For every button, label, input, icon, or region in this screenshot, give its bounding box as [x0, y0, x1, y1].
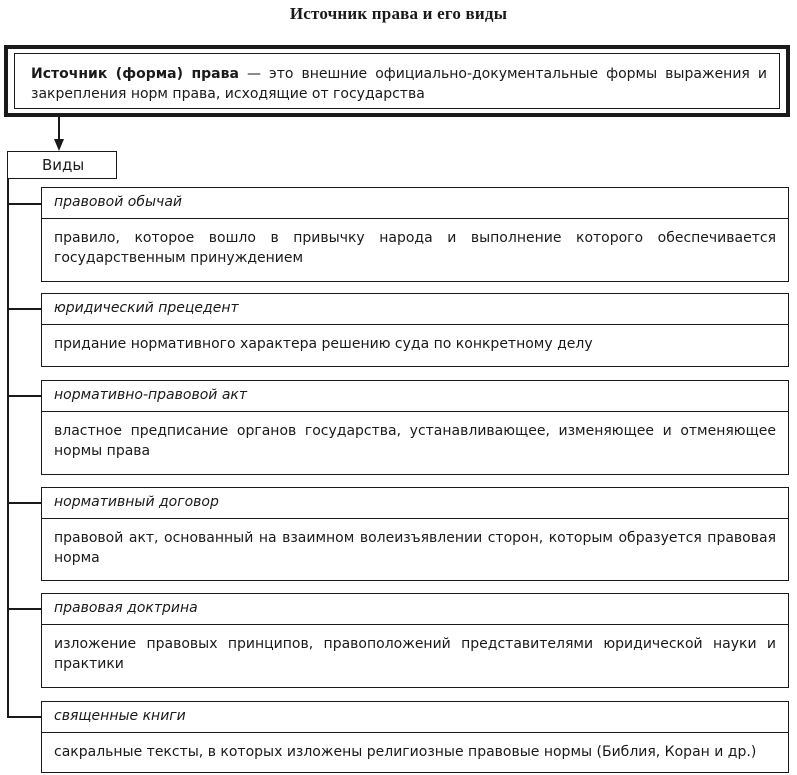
- type-card-sacred-books: [41, 701, 789, 773]
- tree-trunk-line: [7, 179, 9, 717]
- type-card-contract: [41, 487, 789, 581]
- type-card-precedent: [41, 293, 789, 367]
- definition-content: [14, 53, 780, 109]
- definition-term: Источник (форма) права: [31, 66, 239, 82]
- arrowhead-icon: [54, 139, 64, 151]
- type-name: священные книги: [42, 702, 788, 733]
- diagram-title: Источник права и его виды: [289, 4, 508, 23]
- type-name: правовая доктрина: [42, 594, 788, 625]
- type-card-custom: [41, 187, 789, 282]
- branch-connector: [7, 308, 41, 310]
- type-card-doctrine: [41, 593, 789, 688]
- type-name: правовой обычай: [42, 188, 788, 219]
- definition-text: — это внешние официально-документальные формы выражения и закрепления норм права, исходящие от государства: [31, 66, 767, 102]
- connector-arrow-line: [58, 117, 60, 141]
- type-description: изложение правовых принципов, правоположений представителями юридической науки и практики: [54, 636, 776, 672]
- type-card-normative-act: [41, 380, 789, 475]
- type-name: нормативно-правовой акт: [42, 381, 788, 412]
- branch-connector: [7, 203, 41, 205]
- branch-connector: [7, 502, 41, 504]
- type-description: сакральные тексты, в которых изложены религиозные правовые нормы (Библия, Коран и др.): [54, 744, 757, 760]
- type-name: юридический прецедент: [42, 294, 788, 325]
- branch-connector: [7, 716, 41, 718]
- branch-connector: [7, 608, 41, 610]
- type-description: правовой акт, основанный на взаимном волеизъявлении сторон, которым образуется правовая норма: [54, 530, 776, 566]
- type-name: нормативный договор: [42, 488, 788, 519]
- branch-connector: [7, 395, 41, 397]
- type-description: правило, которое вошло в привычку народа и выполнение которого обеспечивается государственным принуждением: [54, 230, 776, 266]
- types-label-box: Виды: [7, 151, 117, 179]
- type-description: властное предписание органов государства, устанавливающее, изменяющее и отменяющее нормы права: [54, 423, 776, 459]
- type-description: придание нормативного характера решению суда по конкретному делу: [54, 336, 593, 352]
- definition-box: [4, 45, 790, 117]
